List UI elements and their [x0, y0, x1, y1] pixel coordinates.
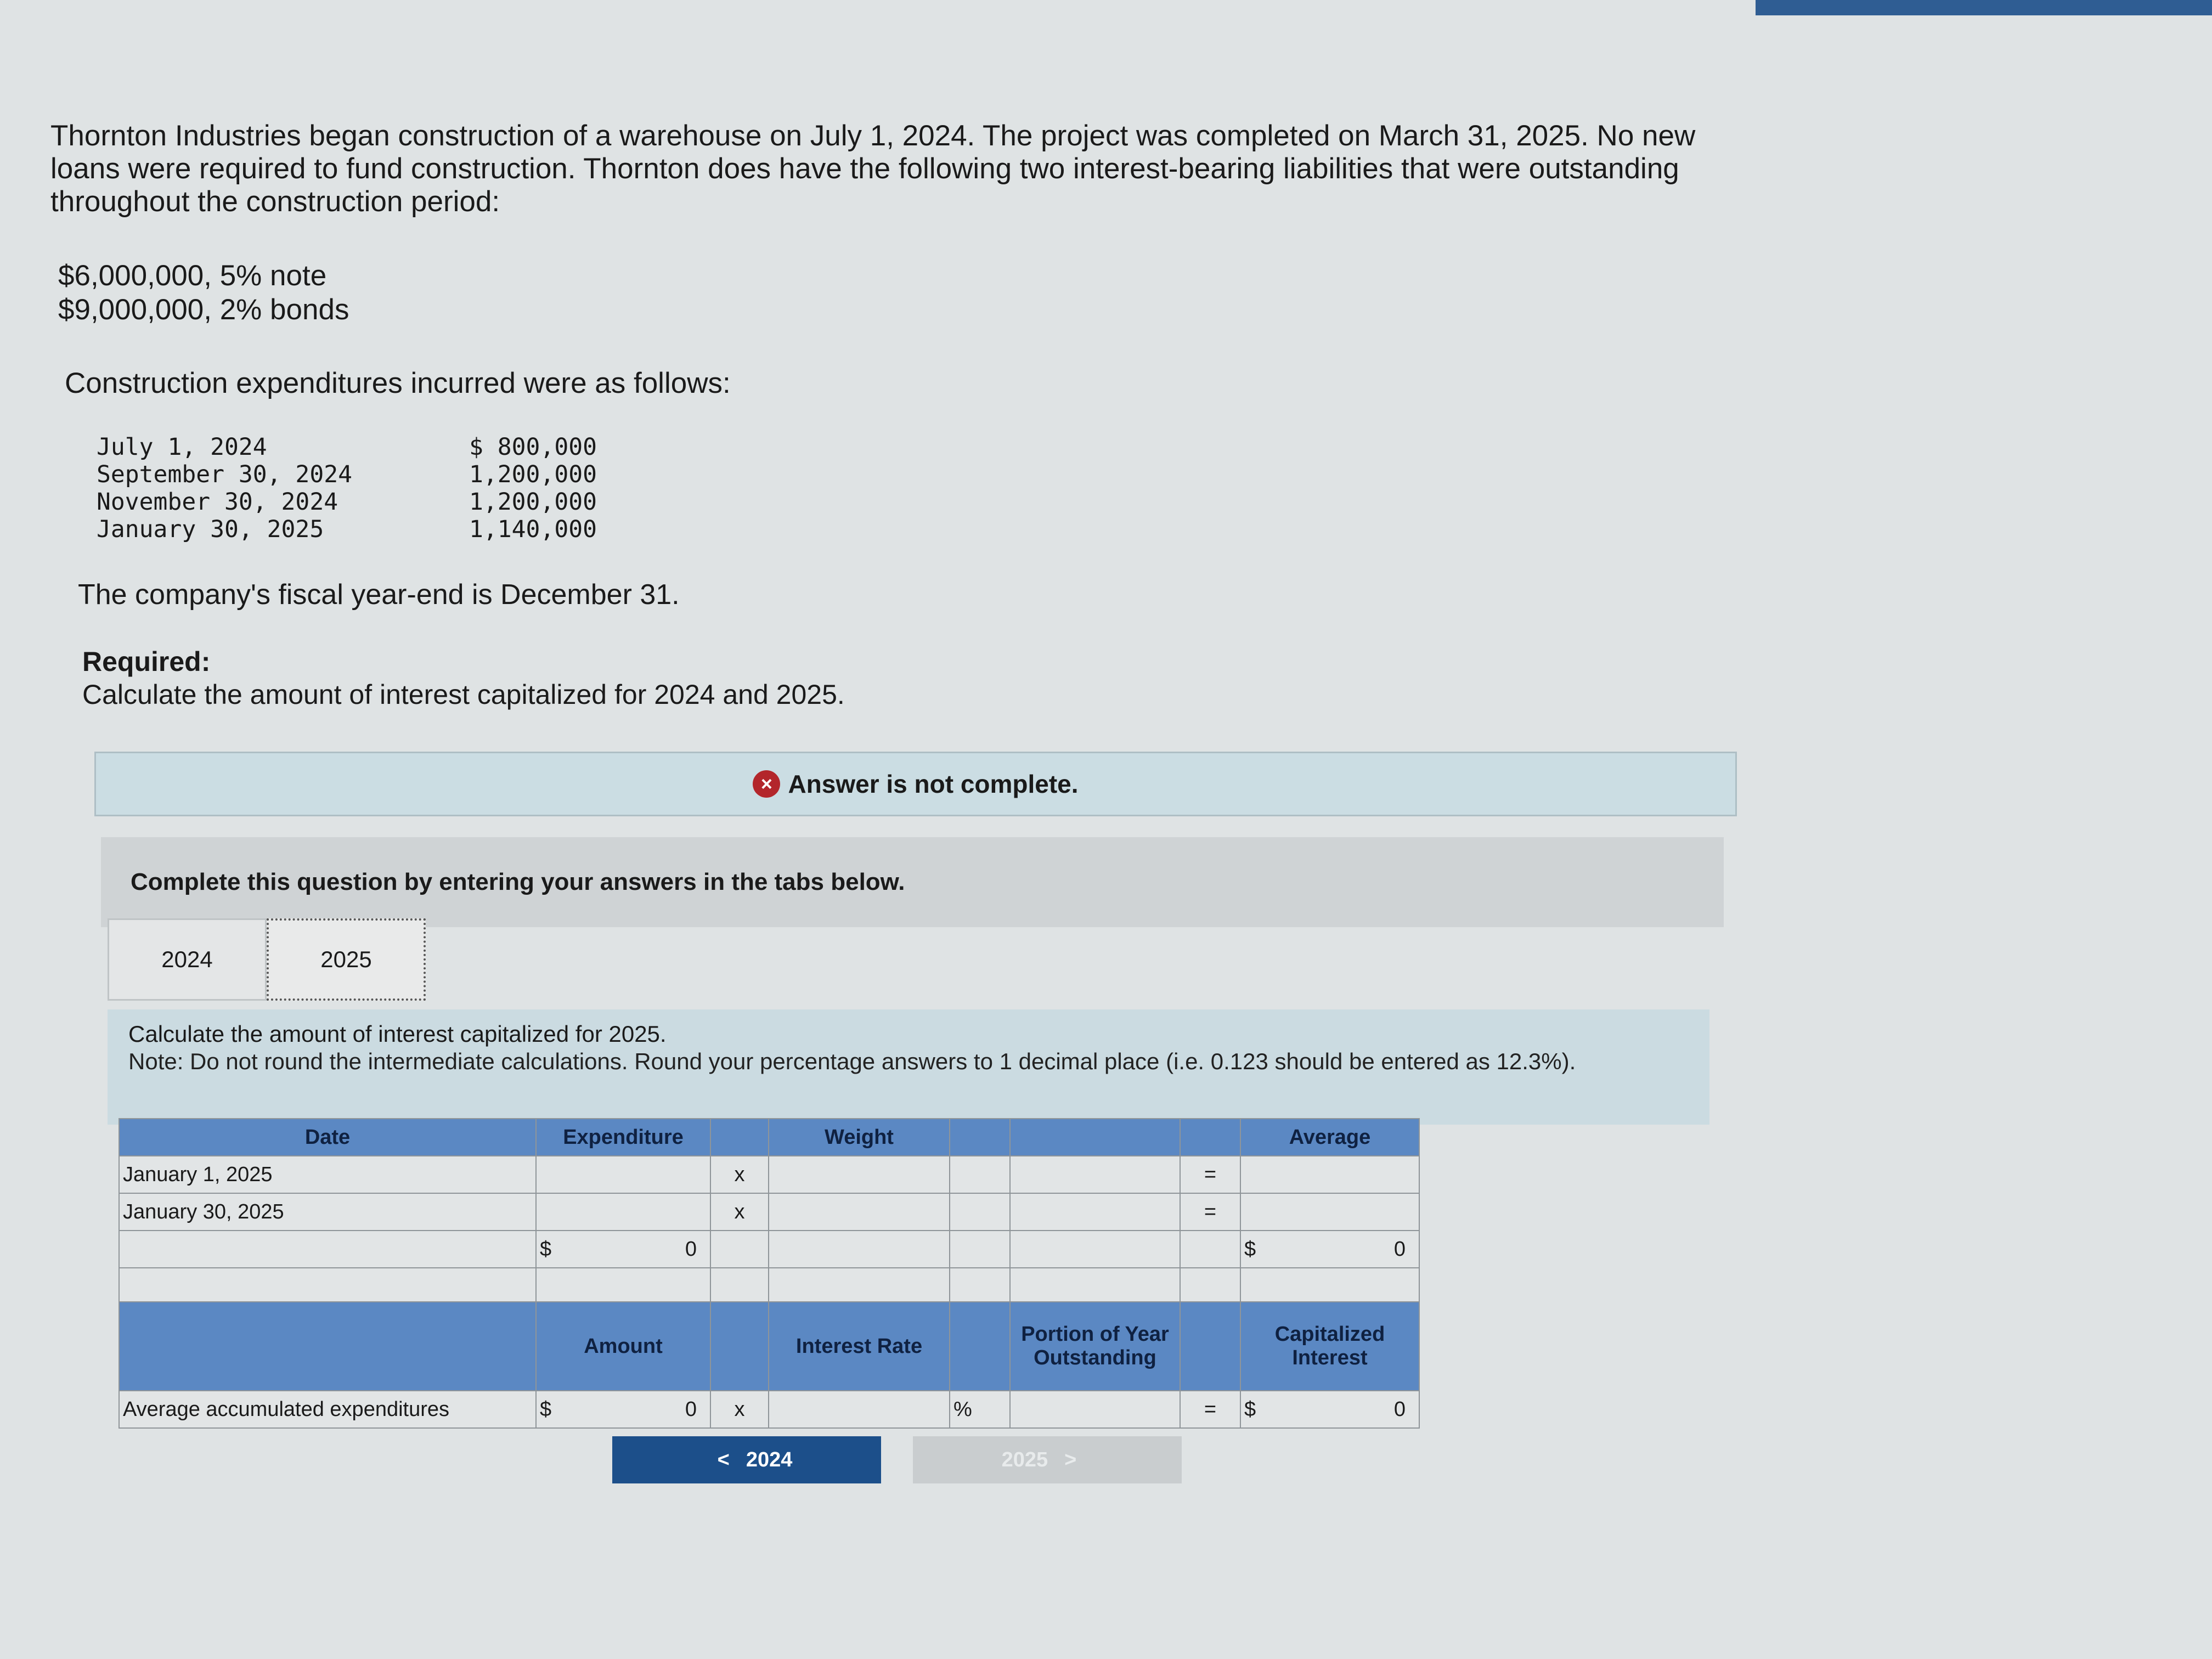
average-input[interactable]	[1240, 1193, 1419, 1231]
blank-cell	[710, 1231, 769, 1268]
dollar-sign: $	[540, 1237, 552, 1261]
panel-title: Calculate the amount of interest capitalized for 2025.	[128, 1021, 667, 1047]
header-spacer	[950, 1119, 1010, 1156]
capitalized-interest	[1240, 1391, 1419, 1428]
prev-tab-label: 2024	[746, 1448, 793, 1471]
portion-of-year-input[interactable]	[1010, 1391, 1180, 1428]
instructions-text: Complete this question by entering your answers in the tabs below.	[131, 868, 905, 895]
expenditures-table	[97, 433, 597, 543]
header-portion-of-year: Portion of Year Outstanding	[1010, 1302, 1180, 1391]
dollar-sign: $	[1244, 1237, 1256, 1261]
chevron-left-icon: <	[717, 1448, 730, 1471]
answer-status-text: Answer is not complete.	[788, 770, 1079, 798]
header-average: Average	[1240, 1119, 1419, 1156]
worksheet-header-row-2	[119, 1302, 1419, 1391]
weight-numerator-input[interactable]	[769, 1193, 950, 1231]
liabilities-list	[58, 259, 349, 327]
header-spacer	[950, 1302, 1010, 1391]
worksheet-header-row	[119, 1119, 1419, 1156]
expenditure-input[interactable]	[536, 1156, 710, 1193]
expenditure-date: November 30, 2024	[97, 488, 338, 516]
header-amount: Amount	[536, 1302, 710, 1391]
blank-cell	[950, 1231, 1010, 1268]
expenditure-row	[97, 488, 597, 516]
expenditure-amount: 1,200,000	[469, 461, 597, 488]
expenditure-amount: 1,140,000	[469, 516, 597, 543]
average-accumulated-row	[119, 1391, 1419, 1428]
header-date: Date	[119, 1119, 536, 1156]
equals-sign: =	[1180, 1156, 1240, 1193]
dollar-sign: $	[540, 1397, 552, 1421]
required-text: Calculate the amount of interest capitalized for 2024 and 2025.	[82, 679, 845, 710]
problem-intro-text: Thornton Industries began construction of a warehouse on July 1, 2024. The project was completed on March 31, 2025. No new loans were required to fund construction. Thornton does have the following two interest-bearing liabilities that were outstanding throughout the construction period:	[50, 120, 1696, 218]
capitalized-interest-worksheet	[119, 1118, 1420, 1429]
average-input[interactable]	[1240, 1156, 1419, 1193]
weight-spacer	[950, 1193, 1010, 1231]
required-section	[82, 645, 845, 711]
times-sign: x	[710, 1156, 769, 1193]
times-sign: x	[710, 1391, 769, 1428]
avg-amount-value: 0	[685, 1397, 697, 1421]
header-expenditure: Expenditure	[536, 1119, 710, 1156]
answer-status-banner	[94, 752, 1737, 816]
equals-sign: =	[1180, 1391, 1240, 1428]
interest-rate-input[interactable]	[769, 1391, 950, 1428]
total-average-value: 0	[1393, 1237, 1406, 1261]
row-date: January 30, 2025	[119, 1193, 536, 1231]
required-label: Required:	[82, 646, 211, 677]
error-x-icon: ×	[753, 770, 780, 798]
total-row	[119, 1231, 1419, 1268]
equals-sign: =	[1180, 1193, 1240, 1231]
expenditure-row	[97, 516, 597, 543]
liability-bonds: $9,000,000, 2% bonds	[58, 294, 349, 326]
instructions-bar	[101, 837, 1724, 927]
header-spacer	[710, 1302, 769, 1391]
expenditures-intro: Construction expenditures incurred were as follows:	[65, 367, 731, 399]
header-spacer	[1180, 1302, 1240, 1391]
expenditure-row	[97, 461, 597, 488]
percent-sign: %	[950, 1391, 1010, 1428]
header-spacer	[1180, 1119, 1240, 1156]
avg-row-label: Average accumulated expenditures	[119, 1391, 536, 1428]
tab-navigation	[612, 1436, 1182, 1483]
header-interest-rate: Interest Rate	[769, 1302, 950, 1391]
weight-spacer	[950, 1156, 1010, 1193]
weight-denominator-input[interactable]	[1010, 1193, 1180, 1231]
panel-note: Note: Do not round the intermediate calculations. Round your percentage answers to 1 decimal place (i.e. 0.123 should be entered as 12.3%).	[128, 1048, 1576, 1074]
next-tab-label: 2025	[1001, 1448, 1048, 1471]
expenditure-date: July 1, 2024	[97, 433, 267, 461]
problem-intro	[50, 120, 1762, 218]
total-expenditure	[536, 1231, 710, 1268]
weight-denominator-input[interactable]	[1010, 1156, 1180, 1193]
blank-cell	[1010, 1231, 1180, 1268]
expenditure-row	[97, 433, 597, 461]
next-tab-button[interactable]	[913, 1436, 1182, 1483]
prev-tab-button[interactable]	[612, 1436, 881, 1483]
blank-cell	[1180, 1231, 1240, 1268]
header-blank	[119, 1302, 536, 1391]
spacer-row	[119, 1268, 1419, 1302]
liability-note: $6,000,000, 5% note	[58, 259, 327, 292]
calculation-panel	[108, 1009, 1709, 1125]
total-average	[1240, 1231, 1419, 1268]
total-expenditure-value: 0	[685, 1237, 697, 1261]
total-label-cell	[119, 1231, 536, 1268]
capitalized-interest-value: 0	[1393, 1397, 1406, 1421]
avg-amount	[536, 1391, 710, 1428]
expenditure-amount: 1,200,000	[469, 488, 597, 516]
table-row	[119, 1193, 1419, 1231]
times-sign: x	[710, 1193, 769, 1231]
chevron-right-icon: >	[1064, 1448, 1077, 1471]
year-tabs	[108, 918, 426, 1001]
fiscal-year-text: The company's fiscal year-end is December 31.	[78, 579, 680, 611]
top-accent-bar	[1756, 0, 2212, 15]
row-date: January 1, 2025	[119, 1156, 536, 1193]
weight-numerator-input[interactable]	[769, 1156, 950, 1193]
expenditure-date: September 30, 2024	[97, 461, 352, 488]
blank-cell	[769, 1231, 950, 1268]
header-spacer	[1010, 1119, 1180, 1156]
table-row	[119, 1156, 1419, 1193]
expenditure-date: January 30, 2025	[97, 516, 324, 543]
header-spacer	[710, 1119, 769, 1156]
header-capitalized-interest: Capitalized Interest	[1240, 1302, 1419, 1391]
tab-2025[interactable]: 2025	[267, 918, 426, 1001]
tab-2024[interactable]: 2024	[108, 918, 267, 1001]
dollar-sign: $	[1244, 1397, 1256, 1421]
expenditure-input[interactable]	[536, 1193, 710, 1231]
header-weight: Weight	[769, 1119, 950, 1156]
expenditure-amount: $ 800,000	[469, 433, 597, 461]
